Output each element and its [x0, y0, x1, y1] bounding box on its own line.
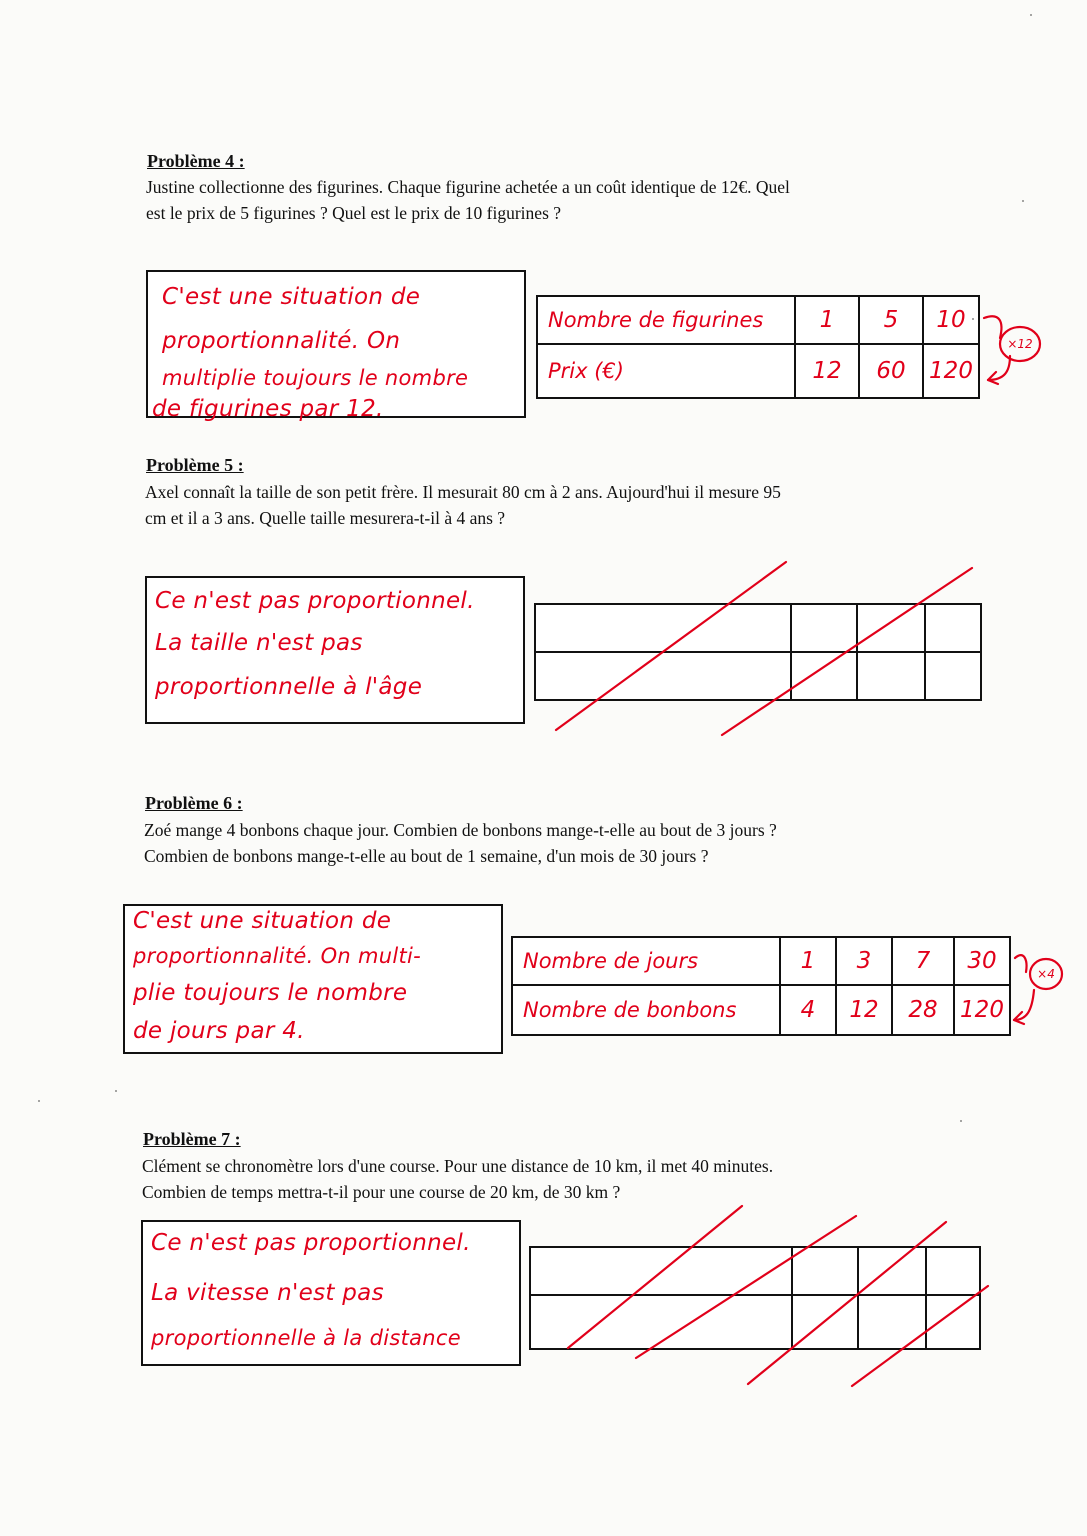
table-cell: 60: [859, 344, 923, 398]
multiplier-arrow-top: [984, 316, 1001, 338]
table-cell: [792, 1247, 858, 1295]
table-cell: 12: [836, 985, 892, 1035]
table-cell: 30: [954, 937, 1010, 985]
table-cell: 12: [795, 344, 859, 398]
table-cell: 1: [795, 296, 859, 344]
table-cell: 3: [836, 937, 892, 985]
answer-line: C'est une situation de: [133, 908, 392, 934]
problem-7-statement-line-1: Clément se chronomètre lors d'une course. Pour une distance de 10 km, il met 40 minutes.: [142, 1156, 774, 1176]
table-cell: [858, 1247, 926, 1295]
table-row: [512, 985, 1010, 1035]
answer-line: plie toujours le nombre: [133, 980, 408, 1006]
scan-speck: [115, 1090, 117, 1092]
problem-4-answer-box: [146, 270, 526, 422]
problem-5-answer-box: [145, 576, 525, 724]
table-cell: [530, 1295, 792, 1349]
arrow-head-icon: [1014, 1012, 1024, 1024]
multiplier-circle: [1030, 959, 1062, 989]
table-cell: [857, 652, 925, 700]
problem-5-empty-table: [534, 603, 982, 701]
table-cell: [530, 1247, 792, 1295]
table-cell: [858, 1295, 926, 1349]
problem-6-proportion-table: [511, 936, 1011, 1036]
problem-5-statement-line-1: Axel connaît la taille de son petit frère. Il mesurait 80 cm à 2 ans. Aujourd'hui il mesure 95: [145, 482, 781, 502]
answer-line: proportionnalité. On: [162, 328, 401, 354]
answer-line: proportionnalité. On multi-: [133, 944, 422, 968]
table-cell: 7: [892, 937, 954, 985]
answer-line: La taille n'est pas: [155, 630, 363, 656]
table-cell: [926, 1295, 980, 1349]
problem-7-empty-table: [529, 1246, 981, 1350]
table-cell: [792, 1295, 858, 1349]
scan-speck: [1022, 200, 1024, 202]
table-cell: 120: [923, 344, 979, 398]
table-cell: [535, 604, 791, 652]
table-row: [530, 1247, 980, 1295]
multiplier-label: ×12: [1007, 337, 1033, 351]
table-row: [537, 296, 979, 344]
problem-4-title: Problème 4 :: [147, 151, 245, 171]
problem-5-statement-line-2: cm et il a 3 ans. Quelle taille mesurera-t-il à 4 ans ?: [145, 508, 506, 528]
table-cell: 10: [923, 296, 979, 344]
answer-line: proportionnelle à l'âge: [155, 674, 423, 700]
table-row: [530, 1295, 980, 1349]
answer-line: La vitesse n'est pas: [151, 1280, 384, 1306]
multiplier-arrow-top: [1015, 955, 1027, 972]
scan-speck: [960, 1120, 962, 1122]
table-cell: 4: [780, 985, 836, 1035]
answer-line: de figurines par 12.: [152, 396, 384, 422]
problem-6-answer-box: [123, 904, 503, 1054]
table-cell: [925, 652, 981, 700]
multiplier-arrow-bottom: [988, 356, 1010, 380]
table-cell: [925, 604, 981, 652]
problem-4-statement-line-1: Justine collectionne des figurines. Chaque figurine achetée a un coût identique de 12€. Quel: [146, 177, 790, 197]
problem-4-statement-line-2: est le prix de 5 figurines ? Quel est le prix de 10 figurines ?: [146, 203, 562, 223]
arrow-head-icon: [988, 372, 998, 384]
answer-line: C'est une situation de: [162, 284, 421, 310]
problem-7-title: Problème 7 :: [143, 1129, 241, 1149]
table-row: [512, 937, 1010, 985]
answer-line: proportionnelle à la distance: [151, 1326, 461, 1350]
row-label: Nombre de figurines: [537, 296, 795, 344]
problem-6-title: Problème 6 :: [145, 793, 243, 813]
problem-7-answer-box: [141, 1220, 521, 1366]
answer-line: de jours par 4.: [133, 1018, 305, 1044]
problem-6-statement-line-1: Zoé mange 4 bonbons chaque jour. Combien de bonbons mange-t-elle au bout de 3 jours ?: [144, 820, 777, 840]
scan-speck: [1030, 14, 1032, 16]
multiplier-label: ×4: [1037, 967, 1055, 981]
problem-5-title: Problème 5 :: [146, 455, 244, 475]
table-cell: 28: [892, 985, 954, 1035]
table-cell: 5: [859, 296, 923, 344]
multiplier-circle: [1000, 327, 1040, 361]
multiplier-arrow-bottom: [1014, 990, 1034, 1020]
problem-6-statement-line-2: Combien de bonbons mange-t-elle au bout de 1 semaine, d'un mois de 30 jours ?: [144, 846, 709, 866]
table-cell: [857, 604, 925, 652]
table-cell: [791, 652, 857, 700]
table-cell: [791, 604, 857, 652]
table-cell: [535, 652, 791, 700]
row-label: Prix (€): [537, 344, 795, 398]
answer-line: Ce n'est pas proportionnel.: [155, 588, 475, 614]
table-row: [537, 344, 979, 398]
table-cell: 1: [780, 937, 836, 985]
scan-speck: [972, 318, 974, 320]
row-label: Nombre de jours: [512, 937, 780, 985]
table-cell: 120: [954, 985, 1010, 1035]
scan-speck: [38, 1100, 40, 1102]
table-row: [535, 652, 981, 700]
answer-line: multiplie toujours le nombre: [162, 366, 469, 390]
problem-7-statement-line-2: Combien de temps mettra-t-il pour une course de 20 km, de 30 km ?: [142, 1182, 621, 1202]
row-label: Nombre de bonbons: [512, 985, 780, 1035]
table-cell: [926, 1247, 980, 1295]
table-row: [535, 604, 981, 652]
answer-line: Ce n'est pas proportionnel.: [151, 1230, 471, 1256]
problem-4-proportion-table: [536, 295, 980, 399]
